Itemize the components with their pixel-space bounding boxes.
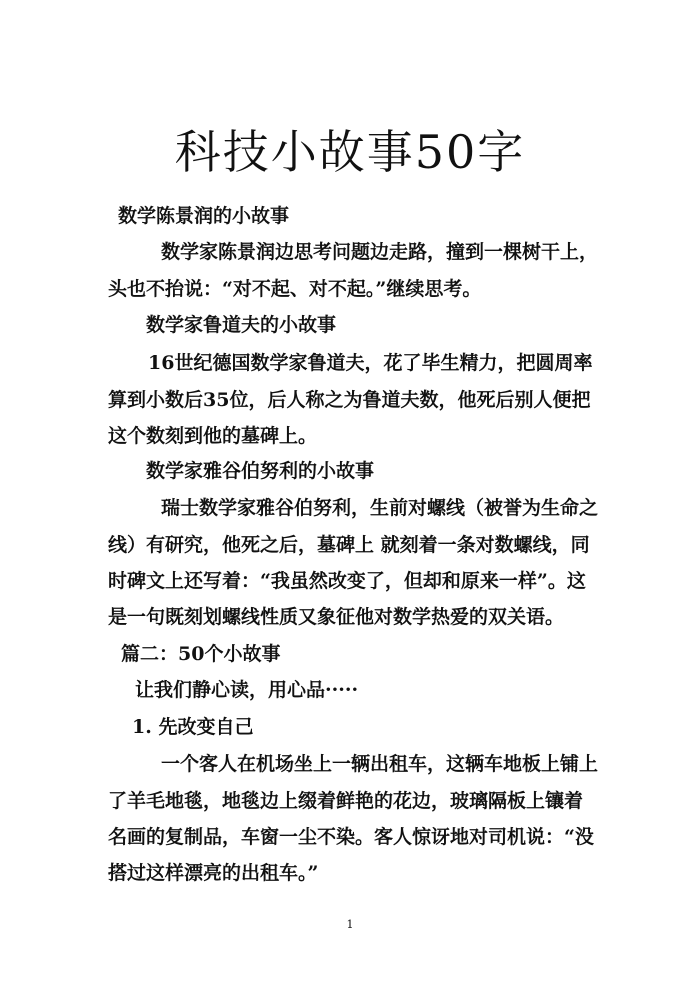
paragraph-line: 名画的复制品，车窗一尘不染。客人惊讶地对司机说：“没 [108,826,594,848]
section-heading: 1. 先改变自己 [132,716,254,738]
paragraph-line: 这个数刻到他的墓碑上。 [108,425,318,447]
section-heading: 数学家鲁道夫的小故事 [146,314,337,336]
document-title: 科技小故事50字 [174,125,526,179]
paragraph-line: 算到小数后35位，后人称之为鲁道夫数，他死后别人便把 [108,389,591,411]
paragraph-line: 16世纪德国数学家鲁道夫，花了毕生精力，把圆周率 [148,352,593,374]
paragraph-line: 是一句既刻划螺线性质又象征他对数学热爱的双关语。 [108,606,565,628]
paragraph-line: 头也不抬说：“对不起、对不起。”继续思考。 [108,278,482,300]
paragraph-line: 数学家陈景润边思考问题边走路，撞到一棵树干上， [161,241,599,263]
paragraph-line: 了羊毛地毯，地毯边上缀着鲜艳的花边，玻璃隔板上镶着 [108,790,584,812]
section-heading: 数学家雅谷伯努利的小故事 [146,460,375,482]
paragraph-line: 一个客人在机场坐上一辆出租车，这辆车地板上铺上 [161,753,599,775]
paragraph-line: 瑞士数学家雅谷伯努利，生前对螺线（被誉为生命之 [161,497,599,519]
paragraph-line: 让我们静心读，用心品····· [135,679,359,701]
page-number: 1 [346,918,354,931]
paragraph-line: 线）有研究，他死之后，墓碑上 就刻着一条对数螺线，同 [108,534,590,556]
paragraph-line: 搭过这样漂亮的出租车。” [108,862,319,884]
section-heading: 数学陈景润的小故事 [118,205,290,227]
section-heading: 篇二：50个小故事 [121,643,281,665]
paragraph-line: 时碑文上还写着：“我虽然改变了，但却和原来一样”。这 [108,570,586,592]
